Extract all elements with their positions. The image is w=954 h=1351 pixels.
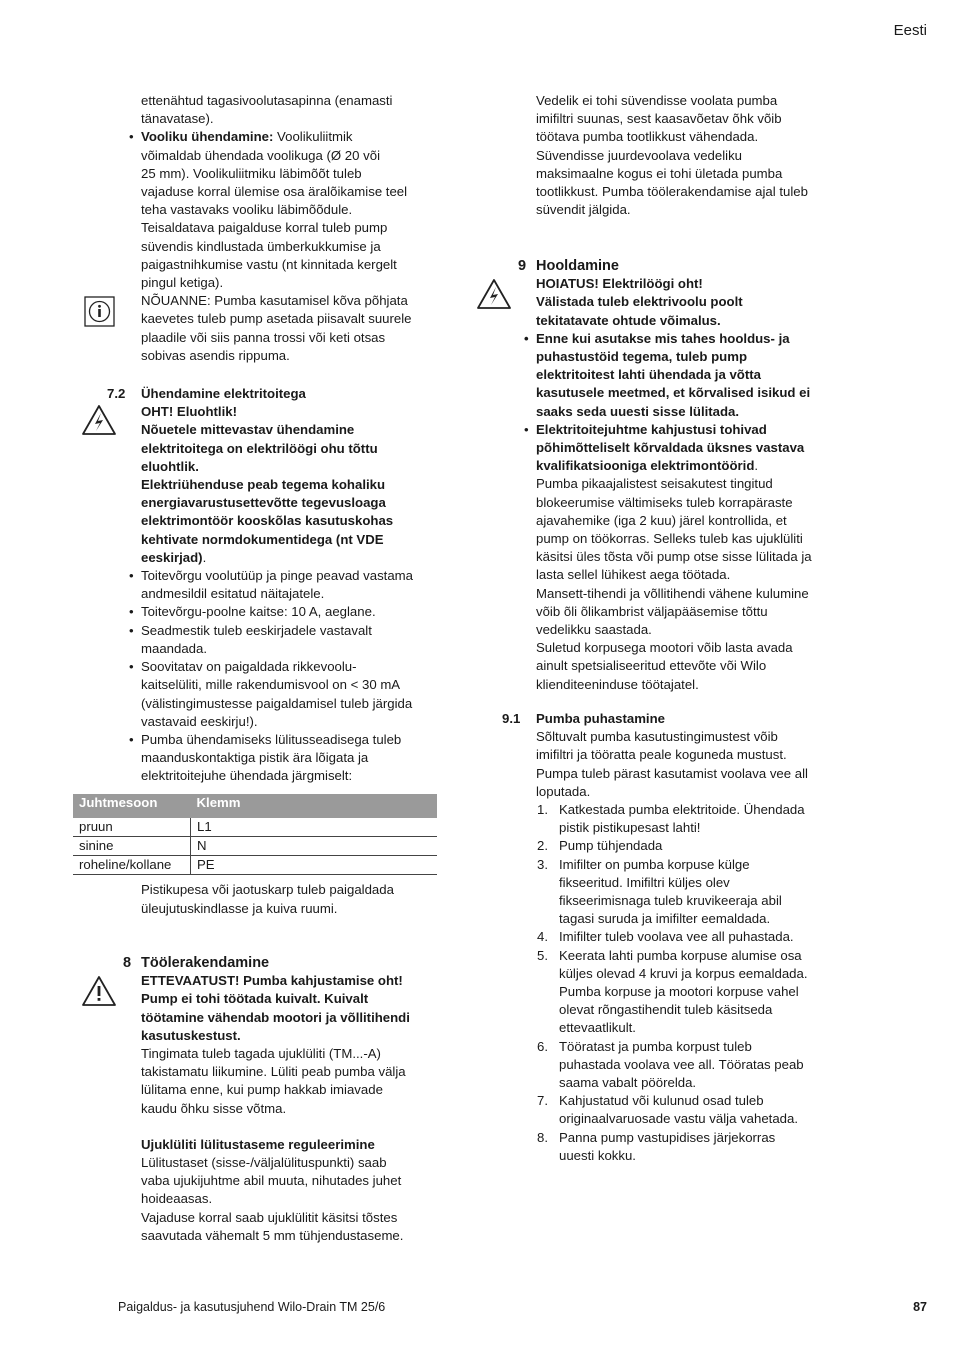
tip-line: NÕUANNE: Pumba kasutamisel kõva põhjata — [141, 293, 408, 309]
text-line: paigastnihkumise vastu (nt kinnitada kergelt — [141, 256, 397, 272]
text-line: Katkestada pumba elektritoide. Ühendada — [559, 802, 805, 818]
text-line: loputada. — [536, 783, 591, 799]
text-line: • Toitevõrgu voolutüüp ja pinge peavad vastama — [141, 568, 413, 584]
warning-icon — [81, 975, 117, 1007]
section-number: 8 — [123, 955, 132, 971]
table-header: Juhtmesoon — [73, 794, 191, 818]
text-line: pump on töökorras. Selleks tuleb kas ujuklüliti — [536, 531, 803, 547]
text-line: Imifilter on pumba korpuse külge — [559, 856, 750, 872]
text-line: tootlikkust. Pumba töölerakendamise ajal tuleb — [536, 184, 808, 200]
text-line: Pumba pikaajalistest seisakutest tingitud — [536, 476, 773, 492]
text-line: ainult spetsialiseeritud ettevõte või Wilo — [536, 658, 767, 674]
section-title: Ühendamine elektritoitega — [141, 386, 306, 402]
header-language: Eesti — [893, 22, 927, 39]
right-column — [536, 92, 836, 219]
text-line: vedelikku saastada. — [536, 622, 652, 638]
text-line: Mansett-tihendi ja võllitihendi vähene kulumine — [536, 585, 809, 601]
text-line: Pumpa tuleb pärast kasutamist voolava vee all — [536, 765, 808, 781]
hose-label: Vooliku ühendamine: — [141, 129, 274, 145]
electric-hazard-icon — [81, 404, 117, 436]
tip-line: kaevetes tuleb pump asetada piisavalt suurele — [141, 311, 412, 327]
list-item — [537, 1038, 836, 1093]
text-line: lülitama enne, kui pump hakkab imiavade — [141, 1082, 383, 1098]
warning-line: Elektriühenduse peab tegema kohaliku — [141, 477, 386, 493]
list-item — [536, 421, 836, 476]
left-column — [107, 92, 441, 784]
punct: . — [202, 549, 207, 565]
text-line: maandada. — [141, 640, 207, 656]
warning-line: elektrimontöör kooskõlas kasutuskohas — [141, 513, 394, 529]
text-line: saaks seda uuesti sisse lülitada. — [536, 403, 740, 419]
footer-page-number: 87 — [913, 1300, 927, 1314]
text-line: Süvendisse juurdevoolava vedeliku — [536, 147, 743, 163]
punct: . — [754, 458, 759, 474]
text-line: kvalifikatsiooniga elektrimontöörid — [536, 458, 755, 474]
text-line: süvendis kindlustada ümberkukkumise ja — [141, 238, 381, 254]
step-number: 6. — [537, 1038, 548, 1054]
section-title: Hooldamine — [536, 258, 619, 274]
text-line: klienditeeninduse töötajatel. — [536, 676, 699, 692]
text-line: imifiltri ja tööratta peale koguneda mustust. — [536, 747, 787, 763]
warning-line: elektritoitega on elektrilöögi ohu tõttu — [141, 440, 378, 456]
caution-line: töötamine vähendab mootori ja võllitihendi — [141, 1009, 410, 1025]
caution-line: ETTEVAATUST! Pumba kahjustamise oht! — [141, 973, 403, 989]
list-item — [537, 1129, 836, 1165]
caution-line: Pump ei tohi töötada kuivalt. Kuivalt — [141, 991, 369, 1007]
text-line: uuesti kokku. — [559, 1147, 636, 1163]
table-cell: sinine — [73, 837, 191, 856]
step-number: 8. — [537, 1129, 548, 1145]
tip-line: sobivas asendis rippuma. — [141, 347, 290, 363]
text-line: võimaldab ühendada voolikuga (Ø 20 või — [141, 147, 380, 163]
list-item — [537, 947, 836, 1038]
warning-line: tekitatavate ohtude võimalus. — [536, 312, 721, 328]
text-line: saama vabalt pöörelda. — [559, 1075, 697, 1091]
left-column-lower — [141, 880, 441, 918]
text-line: käsitsi üles tõsta või pump otse sisse lülitada ja — [536, 549, 812, 565]
warning-line: eeskirjad) — [141, 549, 203, 565]
text-line: töötava pumba tootlikkust vähendada. — [536, 129, 759, 145]
text-line: Sõltuvalt pumba kasutustingimustest võib — [536, 729, 778, 745]
text-line: Teisaldatava paigalduse korral tuleb pump — [141, 220, 388, 236]
step-number: 4. — [537, 929, 548, 945]
text-line: olevat rõngastihendit tuleb käsitseda — [559, 1002, 773, 1018]
step-number: 3. — [537, 856, 548, 872]
text-line: Vedelik ei tohi süvendisse voolata pumba — [536, 93, 778, 108]
text-line: • Enne kui asutakse mis tahes hooldus- ja — [536, 330, 790, 346]
text-line: hoideaasas. — [141, 1191, 213, 1207]
warning-line: Välistada tuleb elektrivoolu poolt — [536, 294, 743, 310]
section-number: 7.2 — [107, 386, 126, 402]
table-cell: PE — [191, 856, 438, 875]
subsection-title: Ujuklüliti lülitustaseme reguleerimine — [141, 1136, 375, 1152]
text-line: • Pumba ühendamiseks lülitusseadisega tuleb — [141, 731, 402, 747]
text-line: võib õli õlikambrist väljapääsemise tõttu — [536, 603, 768, 619]
table-cell: N — [191, 837, 438, 856]
list-item — [141, 731, 441, 786]
text-line: vajaduse korral ülemise osa äralõikamise teel — [141, 184, 408, 200]
text-line: maksimaalne kogus ei tohi ületada pumba — [536, 165, 783, 181]
text-line: Tingimata tuleb tagada ujuklüliti (TM...-A) — [141, 1046, 381, 1062]
list-item — [537, 928, 836, 946]
text-line: Vajaduse korral saab ujuklülitit käsitsi tõstes — [141, 1209, 398, 1225]
text-line: Pump tühjendada — [559, 838, 663, 854]
text-line: Keerata lahti pumba korpuse alumise osa — [559, 947, 802, 963]
list-item — [537, 837, 836, 855]
text-line: puhastustöid tegema, tuleb pump — [536, 349, 748, 365]
text-line: Imifilter tuleb voolava vee all puhastada. — [559, 929, 794, 945]
list-item — [141, 658, 441, 731]
text-line: (välistingimustesse paigaldamisel tuleb järgida — [141, 695, 413, 711]
text-line: süvendit jälgida. — [536, 202, 631, 218]
warning-line: kehtivate normdokumentidega (nt VDE — [141, 531, 384, 547]
text-line: saavutada vähemalt 5 mm tühjendustaseme. — [141, 1227, 404, 1243]
footer-doc-title: Paigaldus- ja kasutusjuhend Wilo-Drain TM 25/6 — [118, 1300, 386, 1314]
text-line: küljes olevad 4 kruvi ja korpus eemaldada. — [559, 965, 808, 981]
text-line: originaalvaruosade vastu välja vahetada. — [559, 1111, 798, 1127]
section-9-1 — [502, 710, 836, 1165]
section-9 — [518, 257, 836, 694]
list-item — [141, 622, 441, 658]
text-line: ettevaatlikult. — [559, 1020, 636, 1036]
info-icon — [84, 296, 115, 327]
step-number: 2. — [537, 838, 548, 854]
text-line: 25 mm). Voolikuliitmiku läbimõõt tuleb — [141, 165, 362, 181]
text-line: Pumba korpuse ja mootori korpuse vahel — [559, 984, 799, 1000]
section-8 — [123, 954, 441, 1245]
table-header: Klemm — [191, 794, 438, 818]
section-number: 9.1 — [502, 711, 521, 726]
text-line: üleujutuskindlasse ja kuiva ruumi. — [141, 901, 338, 916]
table-cell: pruun — [73, 818, 191, 837]
text-line: fikseeritud. Imifiltri küljes olev — [559, 874, 730, 890]
text-line: andmesildil esitatud näitajatele. — [141, 586, 325, 602]
text-line: Pistikupesa või jaotuskarp tuleb paigaldada — [141, 882, 394, 897]
text-line: pistik pistikupesast lahti! — [559, 820, 701, 836]
text-line: põhimõtteliselt kõrvaldada üksnes vastava — [536, 440, 805, 456]
text-line: kaudu õhku sisse võtma. — [141, 1100, 287, 1116]
list-item — [537, 801, 836, 837]
step-number: 7. — [537, 1093, 548, 1109]
warning-line: Nõuetele mittevastav ühendamine — [141, 422, 355, 438]
text-line: Tööratast ja pumba korpust tuleb — [559, 1038, 752, 1054]
hose-bullet — [141, 128, 441, 292]
text-line: puhastada voolava vee all. Tööratas peab — [559, 1056, 804, 1072]
text-line: vaba ujukijuhtme abil muuta, nihutades juhet — [141, 1173, 402, 1189]
text-line: imifiltri suunas, sest kaasavõetav õhk võib — [536, 111, 782, 127]
intro-line: ettenähtud tagasivoolutasapinna (enamasti — [141, 93, 393, 108]
step-number: 5. — [537, 947, 548, 963]
text-line: Suletud korpusega mootori võib lasta avada — [536, 640, 793, 656]
text-line: • Soovitatav on paigaldada rikkevoolu- — [141, 659, 357, 675]
table-row — [73, 818, 437, 837]
table-cell: L1 — [191, 818, 438, 837]
text-line: Lülitustaset (sisse-/väljalülituspunkti) saab — [141, 1155, 387, 1171]
text-line: • Elektritoitejuhtme kahjustusi tohivad — [536, 421, 767, 437]
text-line: maanduskontaktiga pistik ära lõigata ja — [141, 750, 369, 766]
text-line: teha vastavaks vooliku läbimõõdule. — [141, 202, 353, 218]
section-title: Pumba puhastamine — [536, 711, 665, 726]
list-item — [536, 330, 836, 421]
text-line: • Toitevõrgu-poolne kaitse: 10 A, aeglane. — [141, 604, 376, 620]
text-line: vastavaid eeskirju!). — [141, 713, 258, 729]
table-row — [73, 856, 437, 875]
text-line: pingul ketiga). — [141, 275, 224, 291]
text-line: ajavahemike (iga 2 kuu) järel kontrollida, et — [536, 512, 787, 528]
list-item — [537, 1092, 836, 1128]
electric-hazard-icon — [476, 278, 512, 310]
text-line: lasta sellel lühikest aega töötada. — [536, 567, 731, 583]
text-line: Voolikuliitmik — [273, 129, 353, 145]
section-title: Töölerakendamine — [141, 955, 270, 971]
intro-line: tänavatase). — [141, 111, 214, 127]
section-number: 9 — [518, 258, 527, 274]
text-line: takistamatu liikumine. Lüliti peab pumba välja — [141, 1064, 406, 1080]
text-line: elektritoitejuhe ühendada järgmiselt: — [141, 768, 353, 784]
text-line: Panna pump vastupidises järjekorras — [559, 1129, 776, 1145]
list-item — [141, 603, 441, 621]
list-item — [537, 856, 836, 929]
table-cell: roheline/kollane — [73, 856, 191, 875]
warning-line: HOIATUS! Elektrilöögi oht! — [536, 276, 703, 292]
table-row — [73, 837, 437, 856]
text-line: Kahjustatud või kulunud osad tuleb — [559, 1093, 764, 1109]
wiring-table — [73, 794, 437, 875]
text-line: tagasi suruda ja imifilter eemaldada. — [559, 911, 771, 927]
list-item — [141, 567, 441, 603]
text-line: elektritoitest lahti ühendada ja võtta — [536, 367, 761, 383]
step-number: 1. — [537, 802, 548, 818]
text-line: fikseerimisnaga tuleb kruvikeeraja abil — [559, 893, 782, 909]
text-line: kasutusele meetmed, et kõrvalised isikud ei — [536, 385, 811, 401]
text-line: kaitselüliti, mille rakendumisvool on < 30 mA — [141, 677, 401, 693]
tip-line: plaadile või siis panna trossi või keti otsas — [141, 329, 386, 345]
text-line: • Seadmestik tuleb eeskirjadele vastavalt — [141, 622, 372, 638]
caution-line: kasutuskestust. — [141, 1027, 241, 1043]
warning-line: OHT! Eluohtlik! — [141, 404, 237, 420]
text-line: blokeerumise vältimiseks tuleb korrapäraste — [536, 494, 793, 510]
warning-line: energiavarustusettevõtte tegevusloaga — [141, 495, 386, 511]
warning-line: eluohtlik. — [141, 458, 199, 474]
